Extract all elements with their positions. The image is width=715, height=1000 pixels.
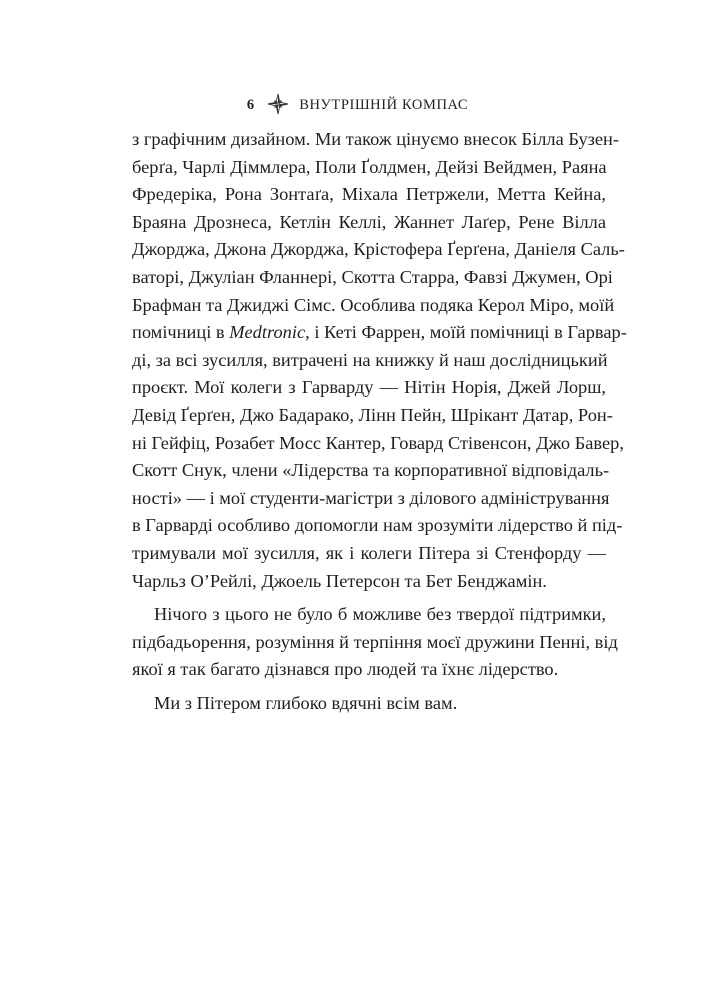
text-segment: помічниці в <box>132 322 230 343</box>
text-line: Нічого з цього не було б можливе без твердої підтримки, <box>154 604 606 625</box>
text-line: ні Гейфіц, Розабет Мосс Кантер, Говард Стівенсон, Джо Бавер, <box>132 432 624 453</box>
text-line: Ми з Пітером глибоко вдячні всім вам. <box>154 692 458 713</box>
paragraph-closing <box>132 690 606 718</box>
text-line: з графічним дизайном. Ми також цінуємо внесок Білла Бузен- <box>132 129 620 149</box>
text-line: проєкт. Мої колеги з Гарварду — Нітін Норія, Джей Лорш, <box>132 377 606 398</box>
page-number: 6 <box>246 97 255 113</box>
text-line: тримували мої зусилля, як і колеги Пітера зі Стенфорду — <box>132 542 606 563</box>
body-text <box>132 126 627 717</box>
text-line: ності» — і мої студенти-магістри з ділового адміністрування <box>132 487 610 508</box>
text-line: Браяна Дрознеса, Кетлін Келлі, Жаннет Лаґер, Рене Вілла <box>132 211 606 232</box>
text-line: ді, за всі зусилля, витрачені на книжку й наш дослідницький <box>132 349 608 370</box>
compass-star-icon <box>267 93 289 120</box>
text-line: ваторі, Джуліан Фланнері, Скотта Старра, Фавзі Джумен, Орі <box>132 266 613 287</box>
text-line: Скотт Снук, члени «Лідерства та корпоративної відповідаль- <box>132 460 610 481</box>
text-line: Чарльз О’Рейлі, Джоель Петерсон та Бет Бенджамін. <box>132 570 547 591</box>
text-line: Брафман та Джиджі Сімс. Особлива подяка Керол Міро, моїй <box>132 294 615 315</box>
text-line <box>132 319 627 347</box>
text-line: підбадьорення, розуміння й терпіння моєї дружини Пенні, від <box>132 631 618 652</box>
text-line: берґа, Чарлі Діммлера, Поли Ґолдмен, Дейзі Вейдмен, Раяна <box>132 156 607 177</box>
text-line: Девід Ґерґен, Джо Бадарако, Лінн Пейн, Шрікант Датар, Рон- <box>132 404 613 425</box>
text-segment: , і Кеті Фаррен, моїй помічниці в Гарвар- <box>305 322 627 343</box>
book-title: ВНУТРІШНІЙ КОМПАС <box>299 97 469 113</box>
text-line: Джорджа, Джона Джорджа, Крістофера Ґерґена, Даніеля Саль- <box>132 239 625 260</box>
text-line: якої я так багато дізнався про людей та їхнє лідерство. <box>132 659 559 680</box>
paragraph-wife-thanks <box>132 601 618 684</box>
running-header <box>0 93 715 120</box>
text-line: в Гарварді особливо допомогли нам зрозуміти лідерство й під- <box>132 515 623 536</box>
text-line: Фредеріка, Рона Зонтаґа, Міхала Петржели, Метта Кейна, <box>132 184 606 205</box>
company-name: Medtronic <box>229 322 306 343</box>
paragraph-acknowledgements <box>132 126 627 595</box>
